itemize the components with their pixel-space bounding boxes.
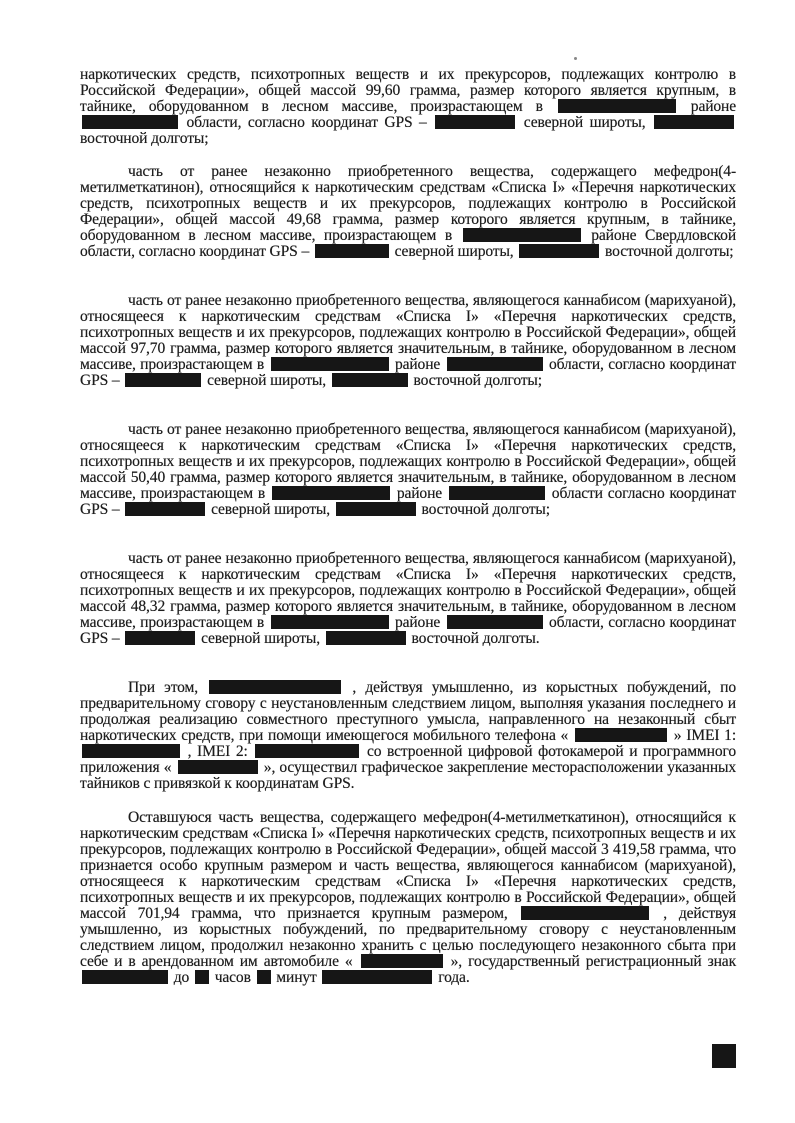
paragraph-5: часть от ранее незаконно приобретенного вещества, являющегося каннабисом (марихуаной), относящееся к наркотическим средствам «Списка I» «Перечня наркотических средств, психотропных веществ и их прекурсоров, подлежащих контролю в Российской Федерации», общей массой 48,32 грамма, размер которого является значительным, в тайнике, оборудованном в лесном массиве, произрастающем в районе области, согласно координат GPS – северной широты, восточной долготы.: [80, 550, 737, 648]
redaction-block: [257, 970, 271, 984]
redaction-block: [82, 970, 168, 984]
redaction-block: [361, 954, 443, 968]
redaction-block: [271, 357, 389, 371]
paragraph-1: наркотических средств, психотропных веществ и их прекурсоров, подлежащих контролю в Российской Федерации», общей массой 99,60 грамма, размер которого является крупным, в тайнике, оборудованном в лесном массиве, произрастающем в районе области, согласно координат GPS – северной широты, восточной долготы;: [80, 66, 737, 148]
redaction-block: [125, 502, 205, 516]
redaction-block: [332, 373, 408, 387]
redaction-block: [336, 502, 416, 516]
redaction-block: [575, 728, 667, 742]
redaction-block: [195, 970, 209, 984]
paragraph-7: Оставшуюся часть вещества, содержащего мефедрон(4-метилметкатинон), относящийся к наркотическим средствам «Списка I» «Перечня наркотических средств, психотропных веществ и их прекурсоров, подлежащих контролю в Российской Федерации», общей массой 3 419,58 грамма, что признается особо крупным размером и часть вещества, являющегося каннабисом (марихуаной), относящееся к наркотическим средствам «Списка I» «Перечня наркотических средств, психотропных веществ и их прекурсоров, подлежащих контролю в Российской Федерации», общей массой 701,94 грамма, что признается крупным размером, , действуя умышленно, из корыстных побуждений, по предварительному сговору с неустановленным следствием лицом, продолжил незаконно хранить с целью последующего незаконного сбыта при себе и в арендованном им автомобиле « », государственный регистрационный знак до часов минут года.: [80, 809, 737, 987]
paragraph-2: часть от ранее незаконно приобретенного вещества, содержащего мефедрон(4-метилметкатинон), относящийся к наркотическим средствам «Списка I» «Перечня наркотических средств, психотропных веществ и их прекурсоров, подлежащих контролю в Российской Федерации», общей массой 49,68 грамма, размер которого является крупным, в тайнике, оборудованном в лесном массиве, произрастающем в районе Свердловской области, согласно координат GPS – северной широты, восточной долготы;: [80, 163, 737, 261]
redaction-block: [315, 244, 389, 258]
redaction-block: [558, 99, 676, 113]
redaction-block: [463, 228, 581, 242]
redaction-block: [435, 115, 515, 129]
paragraph-3: часть от ранее незаконно приобретенного вещества, являющегося каннабисом (марихуаной), относящееся к наркотическим средствам «Списка I» «Перечня наркотических средств, психотропных веществ и их прекурсоров, подлежащих контролю в Российской Федерации», общей массой 97,70 грамма, размер которого является значительным, в тайнике, оборудованном в лесном массиве, произрастающем в районе области, согласно координат GPS – северной широты, восточной долготы;: [80, 292, 737, 390]
redaction-block: [82, 115, 178, 129]
redaction-block: [447, 615, 543, 629]
paragraph-4: часть от ранее незаконно приобретенного вещества, являющегося каннабисом (марихуаной), относящееся к наркотическим средствам «Списка I» «Перечня наркотических средств, психотропных веществ и их прекурсоров, подлежащих контролю в Российской Федерации», общей массой 50,40 грамма, размер которого является значительным, в тайнике, оборудованном в лесном массиве, произрастающем в районе области согласно координат GPS – северной широты, восточной долготы;: [80, 421, 737, 519]
redaction-block: [712, 1044, 736, 1068]
redaction-block: [272, 486, 390, 500]
redaction-block: [125, 373, 201, 387]
redaction-block: [125, 631, 195, 645]
redaction-block: [519, 244, 599, 258]
redaction-block: [322, 970, 432, 984]
redaction-block: [255, 744, 359, 758]
scan-speck: [574, 57, 577, 60]
redaction-block: [82, 744, 180, 758]
redaction-block: [654, 115, 734, 129]
redaction-block: [447, 357, 543, 371]
redaction-block: [449, 486, 545, 500]
redaction-block: [326, 631, 406, 645]
redaction-block: [178, 760, 258, 774]
redaction-block: [521, 906, 649, 920]
redaction-block: [209, 680, 341, 694]
redaction-block: [271, 615, 389, 629]
paragraph-6: При этом, , действуя умышленно, из корыстных побуждений, по предварительному сговору с неустановленным следствием лицом, выполняя указания последнего и продолжая реализацию совместного преступного умысла, направленного на незаконный сбыт наркотических средств, при помощи имеющегося мобильного телефона « » IMEI 1: , IMEI 2: со встроенной цифровой фотокамерой и программного приложения « », осуществил графическое закрепление месторасположении указанных тайников с привязкой к координатам GPS.: [80, 679, 737, 793]
